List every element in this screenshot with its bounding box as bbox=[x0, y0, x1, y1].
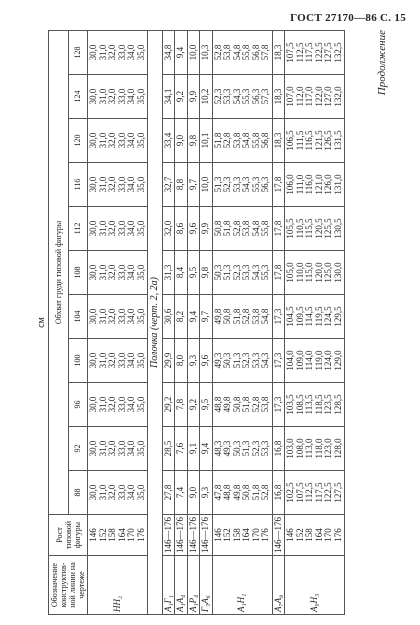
value-cell: 8,6 bbox=[175, 207, 188, 251]
header-chest-group: Обхват груди типовой фигуры bbox=[49, 31, 69, 515]
value-cell: 9,7 bbox=[187, 163, 200, 207]
value-cell: 30,0 31,0 32,0 33,0 34,0 35,0 bbox=[88, 75, 148, 119]
measurements-table bbox=[48, 30, 345, 615]
value-cell: 9,4 bbox=[175, 31, 188, 75]
row-label: А₁Н₁ bbox=[212, 556, 272, 615]
value-cell: 9,4 bbox=[187, 295, 200, 339]
value-cell: 30,0 31,0 32,0 33,0 34,0 35,0 bbox=[88, 119, 148, 163]
value-cell: 103,0 108,0 113,0 118,0 123,0 128,0 bbox=[285, 427, 345, 471]
value-cell: 8,2 bbox=[175, 295, 188, 339]
row-height: 146—176 bbox=[187, 515, 200, 556]
table-row bbox=[88, 31, 148, 615]
value-cell: 18,3 bbox=[272, 119, 285, 163]
value-cell: 51,8 52,8 53,8 54,8 55,8 56,8 bbox=[212, 119, 272, 163]
value-cell: 18,3 bbox=[272, 31, 285, 75]
value-cell: 9,0 bbox=[187, 471, 200, 515]
value-cell: 51,3 52,3 53,3 54,3 55,3 56,3 bbox=[212, 163, 272, 207]
value-cell: 52,3 53,3 54,3 55,3 56,3 57,3 bbox=[212, 75, 272, 119]
table-row bbox=[285, 31, 345, 615]
value-cell: 9,8 bbox=[200, 251, 213, 295]
size-header: 128 bbox=[68, 31, 88, 75]
row-label: А₁Р₄ bbox=[187, 556, 200, 615]
continued-label: Продолжение bbox=[376, 30, 388, 96]
value-cell: 10,2 bbox=[200, 75, 213, 119]
value-cell: 105,5 110,5 115,5 120,5 125,5 130,5 bbox=[285, 207, 345, 251]
value-cell: 50,8 51,8 52,8 53,8 54,8 55,8 bbox=[212, 207, 272, 251]
value-cell: 102,5 107,5 112,5 117,5 122,5 127,5 bbox=[285, 471, 345, 515]
size-header: 104 bbox=[68, 295, 88, 339]
value-cell: 9,5 bbox=[200, 383, 213, 427]
value-cell: 34,8 bbox=[162, 31, 175, 75]
value-cell: 103,5 108,5 113,5 118,5 123,5 128,5 bbox=[285, 383, 345, 427]
value-cell: 34,1 bbox=[162, 75, 175, 119]
value-cell: 18,3 bbox=[272, 75, 285, 119]
row-height: 146—176 bbox=[175, 515, 188, 556]
value-cell: 10,1 bbox=[200, 119, 213, 163]
value-cell: 10,0 bbox=[200, 163, 213, 207]
value-cell: 104,5 109,5 114,5 119,5 124,5 129,5 bbox=[285, 295, 345, 339]
row-height: 146—176 bbox=[272, 515, 285, 556]
value-cell: 7,6 bbox=[175, 427, 188, 471]
row-label: НН₂ bbox=[88, 556, 148, 615]
size-header: 88 bbox=[68, 471, 88, 515]
value-cell: 16,8 bbox=[272, 471, 285, 515]
unit-label: см bbox=[36, 317, 47, 328]
value-cell: 7,8 bbox=[175, 383, 188, 427]
value-cell: 52,8 53,8 54,8 55,8 56,8 57,8 bbox=[212, 31, 272, 75]
value-cell: 107,5 112,5 117,5 122,5 127,5 132,5 bbox=[285, 31, 345, 75]
row-height: 146 152 158 164 170 176 bbox=[285, 515, 345, 556]
value-cell: 30,0 31,0 32,0 33,0 34,0 35,0 bbox=[88, 471, 148, 515]
value-cell: 30,0 31,0 32,0 33,0 34,0 35,0 bbox=[88, 31, 148, 75]
value-cell: 9,2 bbox=[175, 75, 188, 119]
value-cell: 10,0 bbox=[187, 31, 200, 75]
value-cell: 9,9 bbox=[187, 75, 200, 119]
value-cell: 30,0 31,0 32,0 33,0 34,0 35,0 bbox=[88, 295, 148, 339]
value-cell: 31,3 bbox=[162, 251, 175, 295]
value-cell: 29,2 bbox=[162, 383, 175, 427]
value-cell: 106,5 111,5 116,5 121,5 126,5 131,5 bbox=[285, 119, 345, 163]
section-title: Полочка (черт. 2, 2а) bbox=[148, 31, 163, 615]
value-cell: 8,0 bbox=[175, 339, 188, 383]
table-row bbox=[175, 31, 188, 615]
value-cell: 104,0 109,0 114,0 119,0 124,0 129,0 bbox=[285, 339, 345, 383]
value-cell: 17,3 bbox=[272, 339, 285, 383]
value-cell: 17,3 bbox=[272, 383, 285, 427]
size-header: 92 bbox=[68, 427, 88, 471]
value-cell: 9,7 bbox=[200, 295, 213, 339]
value-cell: 8,8 bbox=[175, 163, 188, 207]
value-cell: 17,8 bbox=[272, 251, 285, 295]
table-row bbox=[212, 31, 272, 615]
value-cell: 105,0 110,0 115,0 120,0 125,0 130,0 bbox=[285, 251, 345, 295]
value-cell: 9,6 bbox=[200, 339, 213, 383]
value-cell: 9,1 bbox=[187, 427, 200, 471]
table-row bbox=[272, 31, 285, 615]
value-cell: 29,9 bbox=[162, 339, 175, 383]
value-cell: 30,0 31,0 32,0 33,0 34,0 35,0 bbox=[88, 427, 148, 471]
row-label: А₉Н₃ bbox=[285, 556, 345, 615]
row-height: 146 152 158 164 170 176 bbox=[212, 515, 272, 556]
row-label: А₁А₄ bbox=[175, 556, 188, 615]
value-cell: 9,2 bbox=[187, 383, 200, 427]
size-header: 120 bbox=[68, 119, 88, 163]
value-cell: 47,8 48,8 49,8 50,8 51,8 52,8 bbox=[212, 471, 272, 515]
section-row bbox=[148, 31, 163, 615]
value-cell: 30,0 31,0 32,0 33,0 34,0 35,0 bbox=[88, 207, 148, 251]
table-row bbox=[187, 31, 200, 615]
row-height: 146 152 158 164 170 176 bbox=[88, 515, 148, 556]
value-cell: 30,0 31,0 32,0 33,0 34,0 35,0 bbox=[88, 339, 148, 383]
table-header-row bbox=[49, 31, 69, 615]
value-cell: 10,3 bbox=[200, 31, 213, 75]
size-header: 108 bbox=[68, 251, 88, 295]
table-body bbox=[88, 31, 345, 615]
value-cell: 7,4 bbox=[175, 471, 188, 515]
rotated-content bbox=[18, 30, 398, 615]
size-header: 124 bbox=[68, 75, 88, 119]
table-row bbox=[200, 31, 213, 615]
value-cell: 17,8 bbox=[272, 207, 285, 251]
value-cell: 9,9 bbox=[200, 207, 213, 251]
value-cell: 30,6 bbox=[162, 295, 175, 339]
value-cell: 48,3 49,3 50,3 51,3 52,3 53,3 bbox=[212, 427, 272, 471]
size-header: 100 bbox=[68, 339, 88, 383]
value-cell: 9,5 bbox=[187, 251, 200, 295]
value-cell: 107,0 112,0 117,0 122,0 127,0 132,0 bbox=[285, 75, 345, 119]
header-height: Рост типовой фигуры bbox=[49, 515, 88, 556]
value-cell: 9,8 bbox=[187, 119, 200, 163]
value-cell: 9,0 bbox=[175, 119, 188, 163]
value-cell: 32,0 bbox=[162, 207, 175, 251]
size-header: 116 bbox=[68, 163, 88, 207]
value-cell: 30,0 31,0 32,0 33,0 34,0 35,0 bbox=[88, 251, 148, 295]
size-header: 112 bbox=[68, 207, 88, 251]
value-cell: 9,3 bbox=[200, 471, 213, 515]
value-cell: 16,8 bbox=[272, 427, 285, 471]
value-cell: 33,4 bbox=[162, 119, 175, 163]
value-cell: 30,0 31,0 32,0 33,0 34,0 35,0 bbox=[88, 163, 148, 207]
value-cell: 106,0 111,0 116,0 121,0 126,0 131,0 bbox=[285, 163, 345, 207]
value-cell: 49,3 50,3 51,3 52,3 53,3 54,3 bbox=[212, 339, 272, 383]
row-height: 146—176 bbox=[162, 515, 175, 556]
value-cell: 48,8 49,8 50,8 51,8 52,8 53,8 bbox=[212, 383, 272, 427]
value-cell: 17,8 bbox=[272, 163, 285, 207]
value-cell: 49,8 50,8 51,8 52,8 53,8 54,8 bbox=[212, 295, 272, 339]
value-cell: 9,3 bbox=[187, 339, 200, 383]
row-label: А₇А₈ bbox=[272, 556, 285, 615]
value-cell: 9,4 bbox=[200, 427, 213, 471]
table-row bbox=[162, 31, 175, 615]
value-cell: 8,4 bbox=[175, 251, 188, 295]
page-header: ГОСТ 27170—86 С. 15 bbox=[290, 12, 406, 24]
value-cell: 28,5 bbox=[162, 427, 175, 471]
value-cell: 17,3 bbox=[272, 295, 285, 339]
value-cell: 32,7 bbox=[162, 163, 175, 207]
row-label: Г₃А₆ bbox=[200, 556, 213, 615]
value-cell: 9,6 bbox=[187, 207, 200, 251]
row-height: 146—176 bbox=[200, 515, 213, 556]
value-cell: 50,3 51,3 52,3 53,3 54,3 55,3 bbox=[212, 251, 272, 295]
header-label: Обозначение конструктив-ной линии на чертеже bbox=[49, 556, 88, 615]
value-cell: 27,8 bbox=[162, 471, 175, 515]
row-label: А₁Г₁ bbox=[162, 556, 175, 615]
size-header: 96 bbox=[68, 383, 88, 427]
value-cell: 30,0 31,0 32,0 33,0 34,0 35,0 bbox=[88, 383, 148, 427]
